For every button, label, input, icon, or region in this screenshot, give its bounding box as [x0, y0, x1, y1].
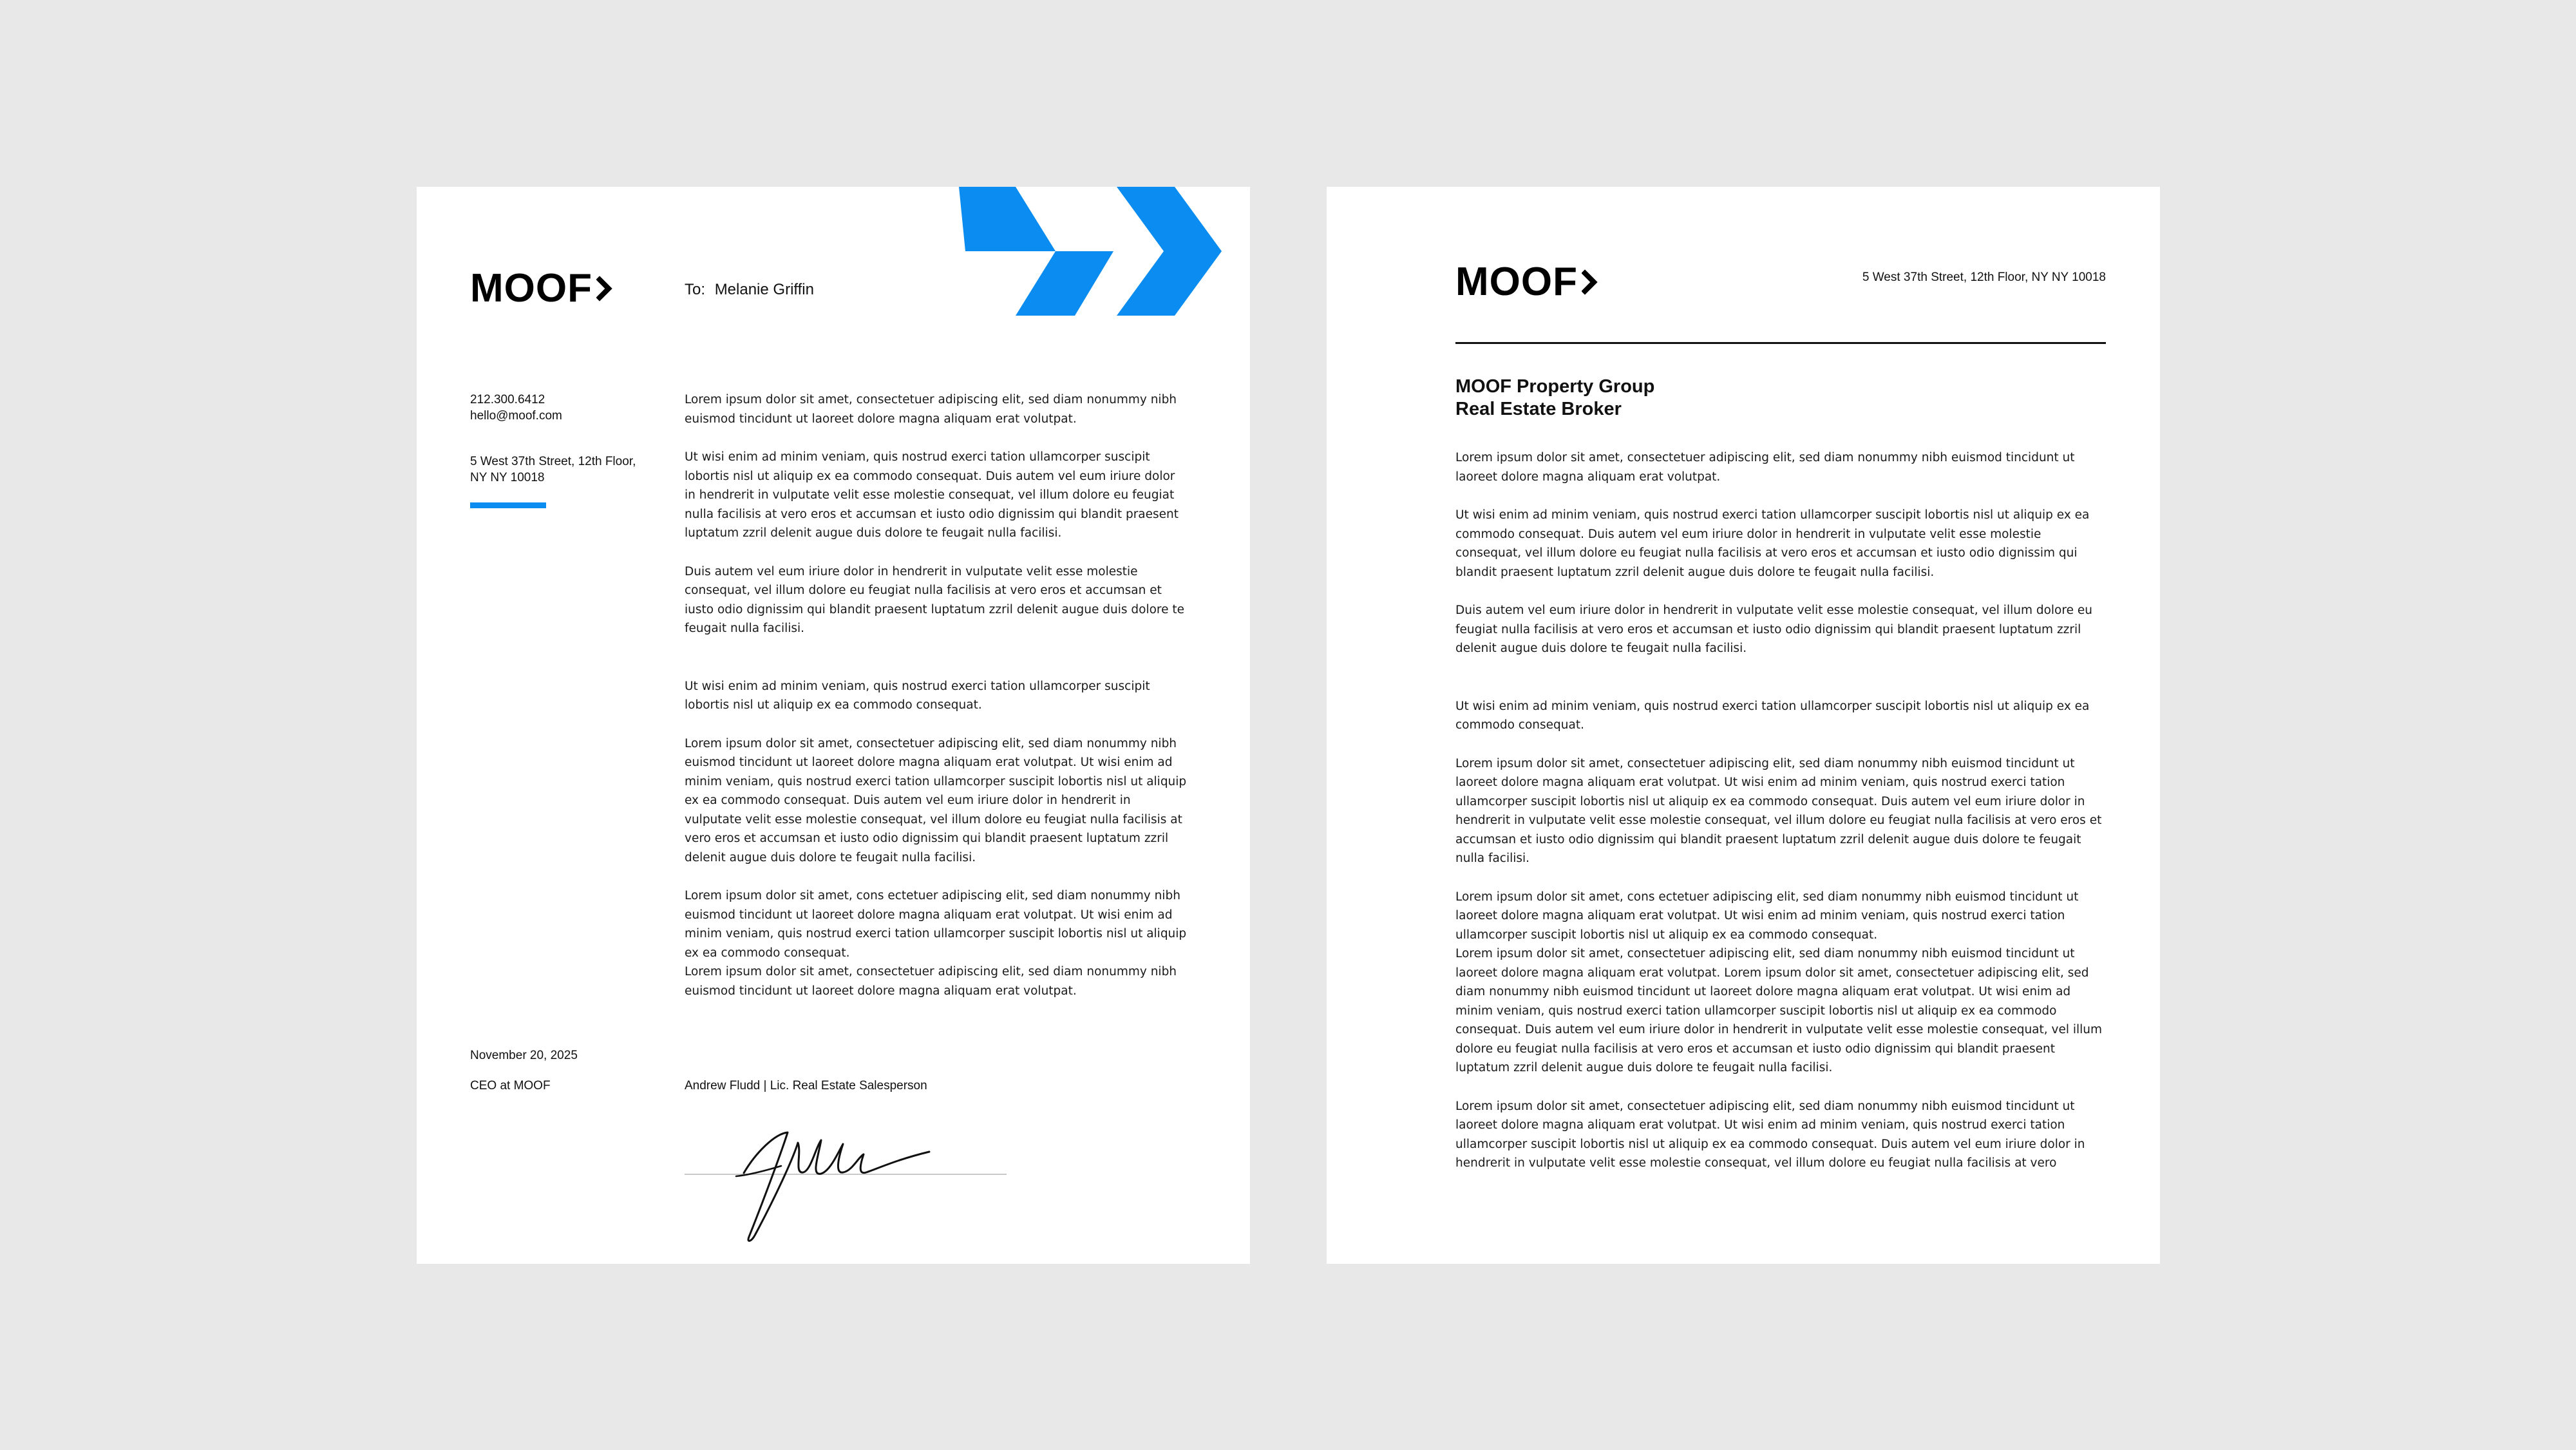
moof-logo: [1455, 259, 1598, 305]
signatory-name: Andrew Fludd | Lic. Real Estate Salesperson: [685, 1079, 927, 1092]
body-paragraph: Ut wisi enim ad minim veniam, quis nostrud exerci tation ullamcorper suscipit lobortis nisl ut aliquip ex ea commodo consequat.: [1455, 699, 2090, 732]
body-paragraph: Duis autem vel eum iriure dolor in hendrerit in vulputate velit esse molestie consequat, vel illum dolore eu feugiat nulla facilisis at vero eros et accumsan et iusto odio dignissim qui blandit praesent luptatum zzril delenit augue duis dolore te feugait nulla facilisi.: [685, 564, 1185, 635]
address-block: [470, 453, 636, 486]
email-address: hello@moof.com: [470, 409, 562, 423]
body-paragraph: Lorem ipsum dolor sit amet, consectetuer adipiscing elit, sed diam nonummy nibh euismod tincidunt ut laoreet dolore magna aliquam erat volutpat. Ut wisi enim ad minim veniam, quis nostrud exerci tation ullamcorper suscipit lobortis nisl ut aliquip ex ea commodo consequat. Duis autem vel eum iriure dolor in hendrerit in vulputate velit esse molestie consequat, vel illum dolore eu feugiat nulla facilisis at vero eros et accumsan et iusto odio dignissim qui blandit praesent luptatum zzril delenit augue duis dolore te feugait nulla facilisi.: [685, 736, 1187, 864]
logo-chevron-icon: [1582, 269, 1598, 295]
accent-bar: [470, 502, 546, 508]
logo-wordmark: MOOF: [1455, 260, 1578, 304]
body-paragraph: Lorem ipsum dolor sit amet, cons ectetuer adipiscing elit, sed diam nonummy nibh euismod tincidunt ut laoreet dolore magna aliquam erat volutpat. Ut wisi enim ad minim veniam, quis nostrud exerci tation ullamcorper suscipit lobortis nisl ut aliquip ex ea commodo consequat.: [685, 889, 1187, 960]
body-paragraph: Lorem ipsum dolor sit amet, consectetuer adipiscing elit, sed diam nonummy nibh euismod tincidunt ut laoreet dolore magna aliquam erat volutpat. Ut wisi enim ad minim veniam, quis nostrud exerci tation ullamcorper suscipit lobortis nisl ut aliquip ex ea commodo consequat. Duis autem vel eum iriure dolor in hendrerit in vulputate velit esse molestie consequat, vel illum dolore eu feugiat nulla facilisis at vero: [1455, 1099, 2085, 1170]
address-line-1: 5 West 37th Street, 12th Floor,: [470, 455, 636, 468]
letter-body: [1455, 448, 2107, 1192]
contact-block: [470, 392, 562, 424]
to-label: To:: [685, 281, 706, 298]
header-address: 5 West 37th Street, 12th Floor, NY NY 10018: [1862, 271, 2106, 284]
handwritten-signature: [685, 1114, 1019, 1264]
body-paragraph: Lorem ipsum dolor sit amet, consectetuer adipiscing elit, sed diam nonummy nibh euismod tincidunt ut laoreet dolore magna aliquam erat volutpat.: [685, 393, 1177, 426]
company-heading: [1455, 376, 1654, 421]
letter-date: November 20, 2025: [470, 1049, 578, 1062]
body-paragraph: Lorem ipsum dolor sit amet, cons ectetuer adipiscing elit, sed diam nonummy nibh euismod tincidunt ut laoreet dolore magna aliquam erat volutpat. Ut wisi enim ad minim veniam, quis nostrud exerci tation ullamcorper suscipit lobortis nisl ut aliquip ex ea commodo consequat.: [1455, 890, 2079, 942]
body-paragraph: Ut wisi enim ad minim veniam, quis nostrud exerci tation ullamcorper suscipit lobortis nisl ut aliquip ex ea commodo consequat.: [685, 679, 1150, 712]
body-paragraph: Lorem ipsum dolor sit amet, consectetuer adipiscing elit, sed diam nonummy nibh euismod tincidunt ut laoreet dolore magna aliquam erat volutpat.: [1455, 451, 2075, 484]
phone-number: 212.300.6412: [470, 393, 545, 406]
company-name: MOOF Property Group: [1455, 376, 1655, 397]
body-paragraph: Lorem ipsum dolor sit amet, consectetuer adipiscing elit, sed diam nonummy nibh euismod tincidunt ut laoreet dolore magna aliquam erat volutpat. Lorem ipsum dolor sit amet, consectetuer adipiscing elit, sed diam nonummy nibh euismod tincidunt ut laoreet dolore magna aliquam erat volutpat. Ut wisi enim ad minim veniam, quis nostrud exerci tation ullamcorper suscipit lobortis nisl ut aliquip ex ea commodo consequat. Duis autem vel eum iriure dolor in hendrerit in vulputate velit esse molestie consequat, vel illum dolore eu feugiat nulla facilisis at vero eros et accumsan et iusto odio dignissim qui blandit praesent luptatum zzril delenit augue duis dolore te feugait nulla facilisi.: [1455, 947, 2103, 1074]
logo-chevron-icon: [596, 276, 613, 301]
moof-logo: [470, 265, 613, 311]
chevron-arrows-graphic: [959, 187, 1223, 316]
body-paragraph: Lorem ipsum dolor sit amet, consectetuer adipiscing elit, sed diam nonummy nibh euismod tincidunt ut laoreet dolore magna aliquam erat volutpat.: [685, 965, 1177, 998]
body-paragraph: Lorem ipsum dolor sit amet, consectetuer adipiscing elit, sed diam nonummy nibh euismod tincidunt ut laoreet dolore magna aliquam erat volutpat. Ut wisi enim ad minim veniam, quis nostrud exerci tation ullamcorper suscipit lobortis nisl ut aliquip ex ea commodo consequat. Duis autem vel eum iriure dolor in hendrerit in vulputate velit esse molestie consequat, vel illum dolore eu feugiat nulla facilisis at vero eros et accumsan et iusto odio dignissim qui blandit praesent luptatum zzril delenit augue duis dolore te feugait nulla facilisi.: [1455, 756, 2102, 865]
sender-role: CEO at MOOF: [470, 1079, 551, 1092]
header-divider: [1455, 342, 2106, 344]
letterhead-page-left: [417, 187, 1250, 1264]
letterhead-page-right: [1327, 187, 2160, 1264]
body-paragraph: Ut wisi enim ad minim veniam, quis nostrud exerci tation ullamcorper suscipit lobortis nisl ut aliquip ex ea commodo consequat. Duis autem vel eum iriure dolor in hendrerit in vulputate velit esse molestie consequat, vel illum dolore eu feugiat nulla facilisis at vero eros et accumsan et iusto odio dignissim qui blandit praesent luptatum zzril delenit augue duis dolore te feugait nulla facilisi.: [1455, 508, 2090, 579]
address-line-2: NY NY 10018: [470, 471, 545, 484]
company-subtitle: Real Estate Broker: [1455, 399, 1622, 419]
body-paragraph: Ut wisi enim ad minim veniam, quis nostrud exerci tation ullamcorper suscipit lobortis nisl ut aliquip ex ea commodo consequat. Duis autem vel eum iriure dolor in hendrerit in vulputate velit esse molestie consequat, vel illum dolore eu feugiat nulla facilisis at vero eros et accumsan et iusto odio dignissim qui blandit praesent luptatum zzril delenit augue duis dolore te feugait nulla facilisi.: [685, 450, 1179, 540]
recipient-name: Melanie Griffin: [714, 281, 814, 298]
recipient-line: [685, 281, 814, 299]
logo-wordmark: MOOF: [470, 266, 592, 310]
letter-body: [685, 390, 1187, 1020]
body-paragraph: Duis autem vel eum iriure dolor in hendrerit in vulputate velit esse molestie consequat, vel illum dolore eu feugiat nulla facilisis at vero eros et accumsan et iusto odio dignissim qui blandit praesent luptatum zzril delenit augue duis dolore te feugait nulla facilisi.: [1455, 604, 2092, 655]
